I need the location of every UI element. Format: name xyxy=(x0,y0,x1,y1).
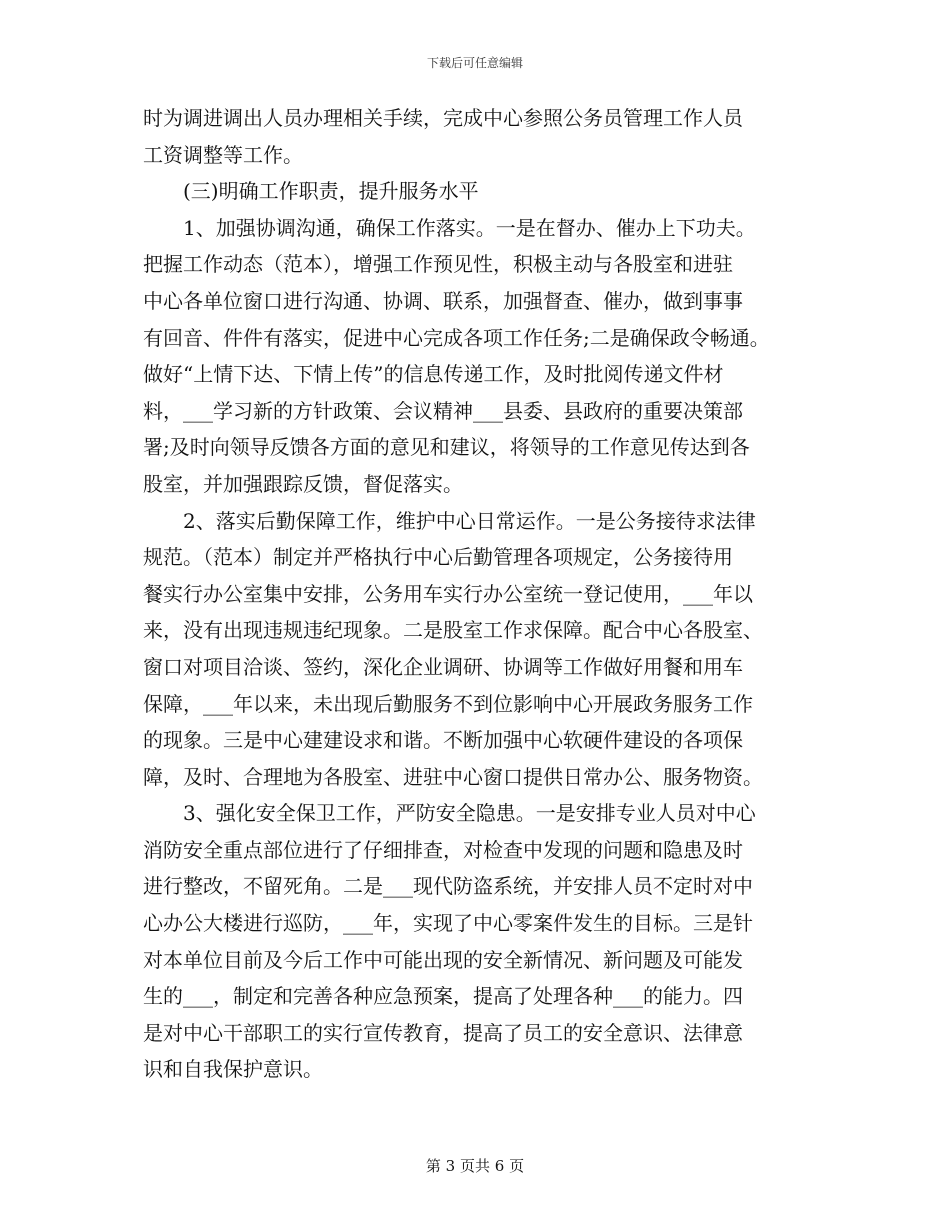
body-text-line: 工资调整等工作。 xyxy=(143,142,303,167)
body-text-line: 对本单位目前及今后工作中可能出现的安全新情况、新问题及可能发 xyxy=(143,947,743,972)
body-text-line: 来，没有出现违规违纪现象。二是股室工作求保障。配合中心各股室、 xyxy=(143,618,763,643)
body-text-line: 料，___学习新的方针政策、会议精神___县委、县政府的重要决策部 xyxy=(143,398,743,423)
body-text-line: 保障，___年以来，未出现后勤服务不到位影响中心开展政务服务工作 xyxy=(143,691,753,716)
body-text-line: 3、强化安全保卫工作，严防安全隐患。一是安排专业人员对中心 xyxy=(183,801,756,826)
body-text-line: 是对中心干部职工的实行宣传教育，提高了员工的安全意识、法律意 xyxy=(143,1020,743,1045)
body-text-line: 生的___，制定和完善各种应急预案，提高了处理各种___的能力。四 xyxy=(143,984,743,1009)
body-text-line: 1、加强协调沟通，确保工作落实。一是在督办、催办上下功夫。 xyxy=(183,215,756,240)
body-text-line: 窗口对项目洽谈、签约，深化企业调研、协调等工作做好用餐和用车 xyxy=(143,654,743,679)
body-text-line: 中心各单位窗口进行沟通、协调、联系，加强督查、催办，做到事事 xyxy=(143,288,743,313)
body-text-line: 规范。（范本）制定并严格执行中心后勤管理各项规定，公务接待用 xyxy=(143,545,733,570)
body-text-line: 识和自我保护意识。 xyxy=(143,1057,323,1082)
body-text-line: 心办公大楼进行巡防，___年，实现了中心零案件发生的目标。三是针 xyxy=(143,911,753,936)
body-text-line: 时为调进调出人员办理相关手续，完成中心参照公务员管理工作人员 xyxy=(143,106,743,130)
body-text-line: 的现象。三是中心建建设求和谐。不断加强中心软硬件建设的各项保 xyxy=(143,728,743,753)
document-body xyxy=(143,100,811,1088)
body-text-line: 做好“上情下达、下情上传”的信息传递工作，及时批阅传递文件材 xyxy=(143,362,724,387)
body-text-line: 餐实行办公室集中安排，公务用车实行办公室统一登记使用，___年以 xyxy=(143,581,753,606)
body-text-line: 署;及时向领导反馈各方面的意见和建议，将领导的工作意见传达到各 xyxy=(143,435,750,460)
page-header: 下载后可任意编辑 xyxy=(426,56,523,70)
body-text-line: 消防安全重点部位进行了仔细排查，对检查中发现的问题和隐患及时 xyxy=(143,837,743,862)
body-text-line: 有回音、件件有落实，促进中心完成各项工作任务;二是确保政令畅通。 xyxy=(143,325,770,350)
body-text-line: 障，及时、合理地为各股室、进驻中心窗口提供日常办公、服务物资。 xyxy=(143,764,763,789)
page-footer: 第 3 页共 6 页 xyxy=(425,1157,525,1175)
body-text-line: 股室，并加强跟踪反馈，督促落实。 xyxy=(143,471,463,496)
body-text-line: 把握工作动态（范本），增强工作预见性，积极主动与各股室和进驻 xyxy=(143,252,733,277)
body-text-line: (三)明确工作职责，提升服务水平 xyxy=(183,179,479,204)
body-text-line: 2、落实后勤保障工作，维护中心日常运作。一是公务接待求法律 xyxy=(183,508,756,533)
body-text-line: 进行整改，不留死角。二是___现代防盗系统，并安排人员不定时对中 xyxy=(143,874,753,899)
